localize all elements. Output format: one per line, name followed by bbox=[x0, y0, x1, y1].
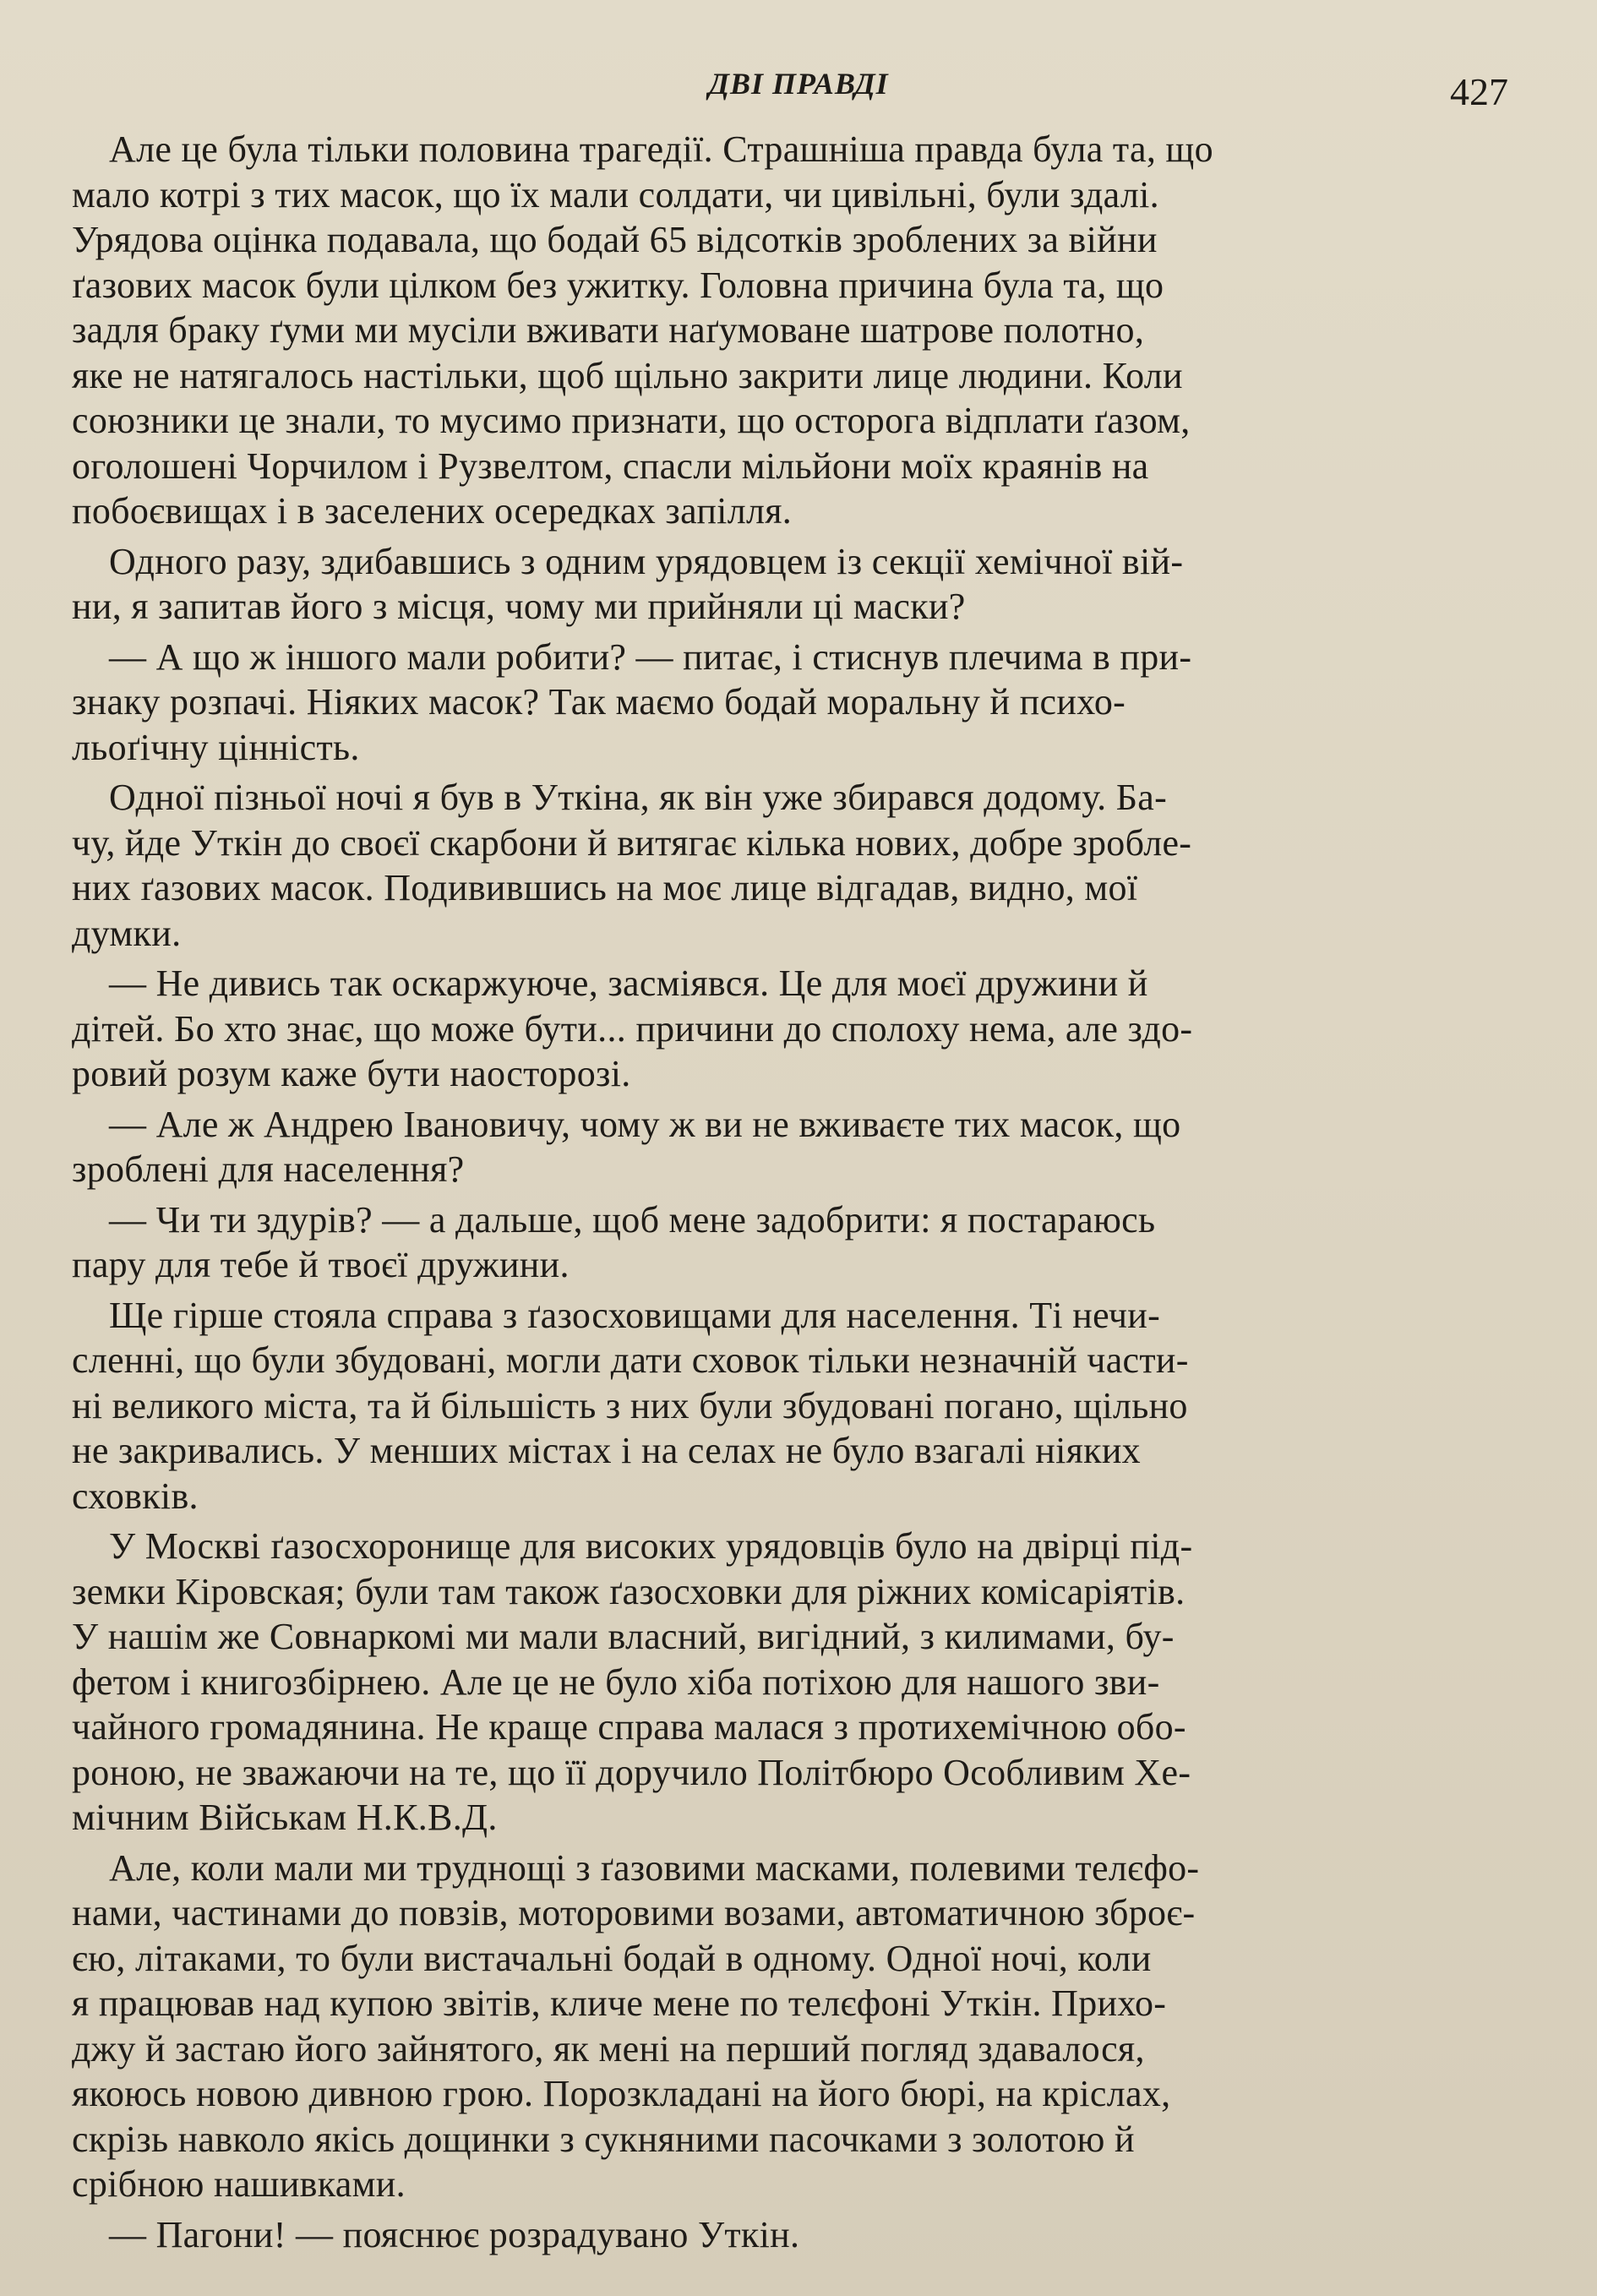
text-line: Одного разу, здибавшись з одним урядовцем із секції хемічної вій- bbox=[109, 540, 1184, 582]
paragraph bbox=[72, 539, 1500, 630]
text-line: ні великого міста, та й більшість з них були збудовані погано, щільно bbox=[72, 1384, 1188, 1426]
text-line: джу й застаю його зайнятого, як мені на перший погляд здавалося, bbox=[72, 2027, 1145, 2070]
text-line: роною, не зважаючи на те, що її доручило Політбюро Особливим Хе- bbox=[72, 1751, 1191, 1793]
text-line: задля браку ґуми ми мусіли вживати наґумоване шатрове полотно, bbox=[72, 309, 1145, 351]
text-line: — Пагони! — пояснює розрадувано Уткін. bbox=[109, 2213, 800, 2255]
text-line: — Не дивись так оскаржуюче, засміявся. Це для моєї дружини й bbox=[109, 963, 1148, 1004]
text-line: льоґічну цінність. bbox=[72, 726, 360, 768]
text-line: мало котрі з тих масок, що їх мали солдати, чи цивільні, були здалі. bbox=[72, 173, 1159, 215]
text-line: земки Кіровская; були там також ґазосховки для ріжних комісаріятів. bbox=[72, 1570, 1185, 1612]
text-line: єю, літаками, то були вистачальні бодай в одному. Одної ночі, коли bbox=[72, 1937, 1152, 1979]
paragraph bbox=[72, 1293, 1500, 1519]
running-title: ДВІ ПРАВДІ bbox=[708, 67, 889, 101]
body-text bbox=[72, 127, 1500, 2262]
text-line: фетом і книгозбірнею. Але це не було хіба потіхою для нашого зви- bbox=[72, 1661, 1160, 1703]
paragraph bbox=[72, 1197, 1500, 1288]
paragraph bbox=[72, 635, 1500, 771]
text-line: — А що ж іншого мали робити? — питає, і стиснув плечима в при- bbox=[109, 635, 1192, 678]
text-line: не закривались. У менших містах і на селах не було взагалі ніяких bbox=[72, 1430, 1141, 1471]
text-line: яке не натягалось настільки, щоб щільно закрити лице людини. Коли bbox=[72, 354, 1183, 396]
text-line: У Москві ґазосхоронище для високих урядовців було на двірці під- bbox=[109, 1525, 1193, 1567]
text-line: зроблені для населення? bbox=[72, 1148, 465, 1190]
text-line: скрізь навколо якісь дощинки з сукняними пасочками з золотою й bbox=[72, 2118, 1135, 2160]
text-line: У нашім же Совнаркомі ми мали власний, вигідний, з килимами, бу- bbox=[72, 1616, 1175, 1657]
text-line: — Чи ти здурів? — а дальше, щоб мене задобрити: я постараюсь bbox=[109, 1198, 1156, 1241]
paragraph bbox=[72, 1524, 1500, 1841]
text-line: якоюсь новою дивною грою. Порозкладані на його бюрі, на кріслах, bbox=[72, 2073, 1171, 2114]
text-line: побоєвищах і в заселених осередках запілля. bbox=[72, 490, 793, 532]
text-line: чу, йде Уткін до своєї скарбони й витягає кілька нових, добре зробле- bbox=[72, 821, 1192, 864]
page-number: 427 bbox=[1450, 70, 1508, 113]
text-line: Але це була тільки половина трагедії. Страшніша правда була та, що bbox=[109, 128, 1213, 170]
text-line: я працював над купою звітів, кличе мене по телєфоні Уткін. Прихо- bbox=[72, 1982, 1167, 2024]
text-line: них ґазових масок. Подивившись на моє лице відгадав, видно, мої bbox=[72, 867, 1138, 908]
text-line: Ще гірше стояла справа з ґазосховищами для населення. Ті нечи- bbox=[109, 1294, 1161, 1336]
text-line: Але, коли мали ми труднощі з ґазовими масками, полевими телєфо- bbox=[109, 1846, 1200, 1889]
text-line: оголошені Чорчилом і Рузвелтом, спасли мільйони моїх краянів на bbox=[72, 444, 1149, 487]
text-line: — Але ж Андрею Івановичу, чому ж ви не вживаєте тих масок, що bbox=[109, 1103, 1181, 1145]
paragraph bbox=[72, 2212, 1500, 2258]
text-line: срібною нашивками. bbox=[72, 2163, 406, 2205]
text-line: сховків. bbox=[72, 1475, 199, 1517]
text-line: пару для тебе й твоєї дружини. bbox=[72, 1244, 570, 1285]
text-line: союзники це знали, то мусимо признати, що осторога відплати ґазом, bbox=[72, 400, 1191, 441]
paragraph bbox=[72, 775, 1500, 956]
text-line: нами, частинами до повзів, моторовими возами, автоматичною зброє- bbox=[72, 1892, 1196, 1933]
text-line: Одної пізньої ночі я був в Уткіна, як він уже збирався додому. Ба- bbox=[109, 777, 1168, 818]
text-line: ґазових масок були цілком без ужитку. Головна причина була та, що bbox=[72, 264, 1164, 306]
text-line: сленні, що були збудовані, могли дати сховок тільки незначній части- bbox=[72, 1339, 1189, 1381]
text-line: чайного громадянина. Не краще справа малася з протихемічною обо- bbox=[72, 1706, 1186, 1748]
text-line: дітей. Бо хто знає, що може бути... причини до сполоху нема, але здо- bbox=[72, 1007, 1193, 1050]
text-line: Урядова оцінка подавала, що бодай 65 відсотків зроблених за війни bbox=[72, 219, 1158, 260]
paragraph bbox=[72, 1102, 1500, 1192]
paragraph bbox=[72, 1846, 1500, 2207]
text-line: знаку розпачі. Ніяких масок? Так маємо бодай моральну й психо- bbox=[72, 681, 1126, 723]
paragraph bbox=[72, 127, 1500, 534]
paragraph bbox=[72, 961, 1500, 1097]
text-line: думки. bbox=[72, 912, 182, 954]
text-line: ни, я запитав його з місця, чому ми прийняли ці маски? bbox=[72, 586, 966, 627]
text-line: ровий розум каже бути наосторозі. bbox=[72, 1053, 631, 1094]
text-line: мічним Військам Н.К.В.Д. bbox=[72, 1797, 498, 1838]
